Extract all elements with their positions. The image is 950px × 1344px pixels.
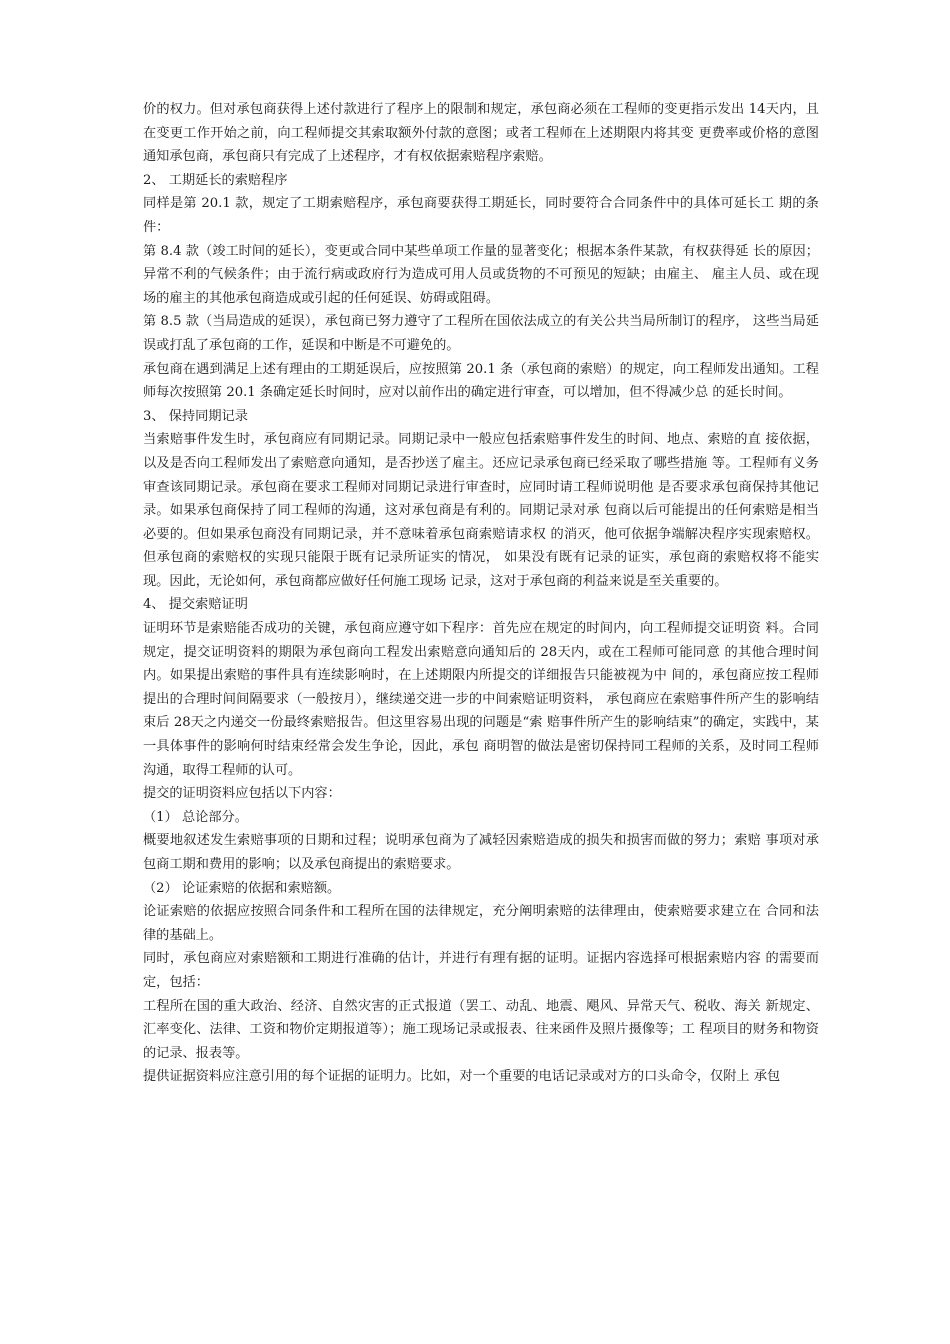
paragraph-clause-8-5: 第 8.5 款（当局造成的延误），承包商已努力遵守了工程所在国依法成立的有关公共当局所制订的程序， 这些当局延误或打乱了承包商的工作，延误和中断是不可避免的。 [143, 314, 819, 353]
heading-extension-claim-procedure: 2、 工期延长的索赔程序 [143, 172, 288, 188]
heading-basis-and-amount: （2） 论证索赔的依据和索赔额。 [143, 880, 341, 896]
paragraph-contemporary-records: 当索赔事件发生时，承包商应有同期记录。同期记录中一般应包括索赔事件发生的时间、地点、索赔的直 接依据，以及是否向工程师发出了索赔意向通知，是否抄送了雇主。还应记录承包商已经采取了哪些措施 等。工程师有义务审查该同期记录。承包商在要求工程师对同期记录进行审查时，应同时请工程师说明他 是否要求承包商保持其他记录。如果承包商保持了同工程师的沟通，这对承包商是有利的。同期记录对承 包商以后可能提出的任何索赔是相当必要的。但如果承包商没有同期记录，并不意味着承包商索赔请求权 的消灭，他可依据争端解决程序实现索赔权。但承包商的索赔权的实现只能限于既有记录所证实的情况， 如果没有既有记录的证实，承包商的索赔权将不能实现。因此，无论如何，承包商都应做好任何施工现场 记录，这对于承包商的利益来说是至关重要的。 [143, 432, 819, 589]
heading-general-section: （1） 总论部分。 [143, 809, 248, 825]
paragraph-evidence-contents: 提交的证明资料应包括以下内容： [143, 786, 341, 802]
paragraph-clause-20-1: 同样是第 20.1 款，规定了工期索赔程序，承包商要获得工期延长，同时要符合合同条件中的具体可延长工 期的条件： [143, 196, 819, 235]
heading-submit-claim-evidence: 4、 提交索赔证明 [143, 597, 248, 613]
paragraph-legal-basis: 论证索赔的依据应按照合同条件和工程所在国的法律规定，充分阐明索赔的法律理由，使索赔要求建立在 合同和法律的基础上。 [143, 904, 819, 943]
heading-contemporary-records: 3、 保持同期记录 [143, 408, 248, 424]
paragraph-general-section: 概要地叙述发生索赔事项的日期和过程；说明承包商为了减轻因索赔造成的损失和损害而做的努力；索赔 事项对承包商工期和费用的影响；以及承包商提出的索赔要求。 [143, 833, 819, 872]
paragraph-notice-to-engineer: 承包商在遇到满足上述有理由的工期延误后，应按照第 20.1 条（承包商的索赔）的规定，向工程师发出通知。工程师每次按照第 20.1 条确定延长时间时，应对以前作出的确定进行审查，可以增加，但不得减少总 的延长时间。 [143, 361, 819, 401]
paragraph-evidence-procedure: 证明环节是索赔能否成功的关键，承包商应遵守如下程序：首先应在规定的时间内，向工程师提交证明资 料。合同规定，提交证明资料的期限为承包商向工程发出索赔意向通知后的 28天内，或在工程师可能同意 的其他合理时间内。如果提出索赔的事件具有连续影响时，在上述期限内所提交的详细报告只能被视为中 间的，承包商应按工程师提出的合理时间间隔要求（一般按月），继续递交进一步的中间索赔证明资料， 承包商应在索赔事件所产生的影响结束后 28天之内递交一份最终索赔报告。但这里容易出现的问题是“索 赔事件所产生的影响结束”的确定，实践中，某一具体事件的影响何时结束经常会发生争论，因此，承包 商明智的做法是密切保持同工程师的关系，及时同工程师沟通，取得工程师的认可。 [143, 621, 819, 778]
document-body [143, 98, 819, 1089]
paragraph-evidence-probative-value: 提供证据资料应注意引用的每个证据的证明力。比如，对一个重要的电话记录或对方的口头命令，仅附上 承包 [143, 1069, 781, 1085]
paragraph-change-payment-procedure: 价的权力。但对承包商获得上述付款进行了程序上的限制和规定，承包商必须在工程师的变更指示发出 14天内，且在变更工作开始之前，向工程师提交其索取额外付款的意图；或者工程师在上述期限内将其变 更费率或价格的意图通知承包商，承包商只有完成了上述程序，才有权依据索赔程序索赔。 [143, 102, 819, 165]
paragraph-evidence-types: 工程所在国的重大政治、经济、自然灾害的正式报道（罢工、动乱、地震、飓风、异常天气、税收、海关 新规定、汇率变化、法律、工资和物价定期报道等）；施工现场记录或报表、往来函件及照片摄像等；工 程项目的财务和物资的记录、报表等。 [143, 998, 819, 1061]
paragraph-clause-8-4: 第 8.4 款（竣工时间的延长），变更或合同中某些单项工作量的显著变化；根据本条件某款，有权获得延 长的原因；异常不利的气候条件；由于流行病或政府行为造成可用人员或货物的不可预见的短缺；由雇主、 雇主人员、或在现场的雇主的其他承包商造成或引起的任何延误、妨碍或阻碍。 [143, 243, 819, 306]
paragraph-estimate-and-proof: 同时，承包商应对索赔额和工期进行准确的估计，并进行有理有据的证明。证据内容选择可根据索赔内容 的需要而定，包括： [143, 951, 819, 990]
